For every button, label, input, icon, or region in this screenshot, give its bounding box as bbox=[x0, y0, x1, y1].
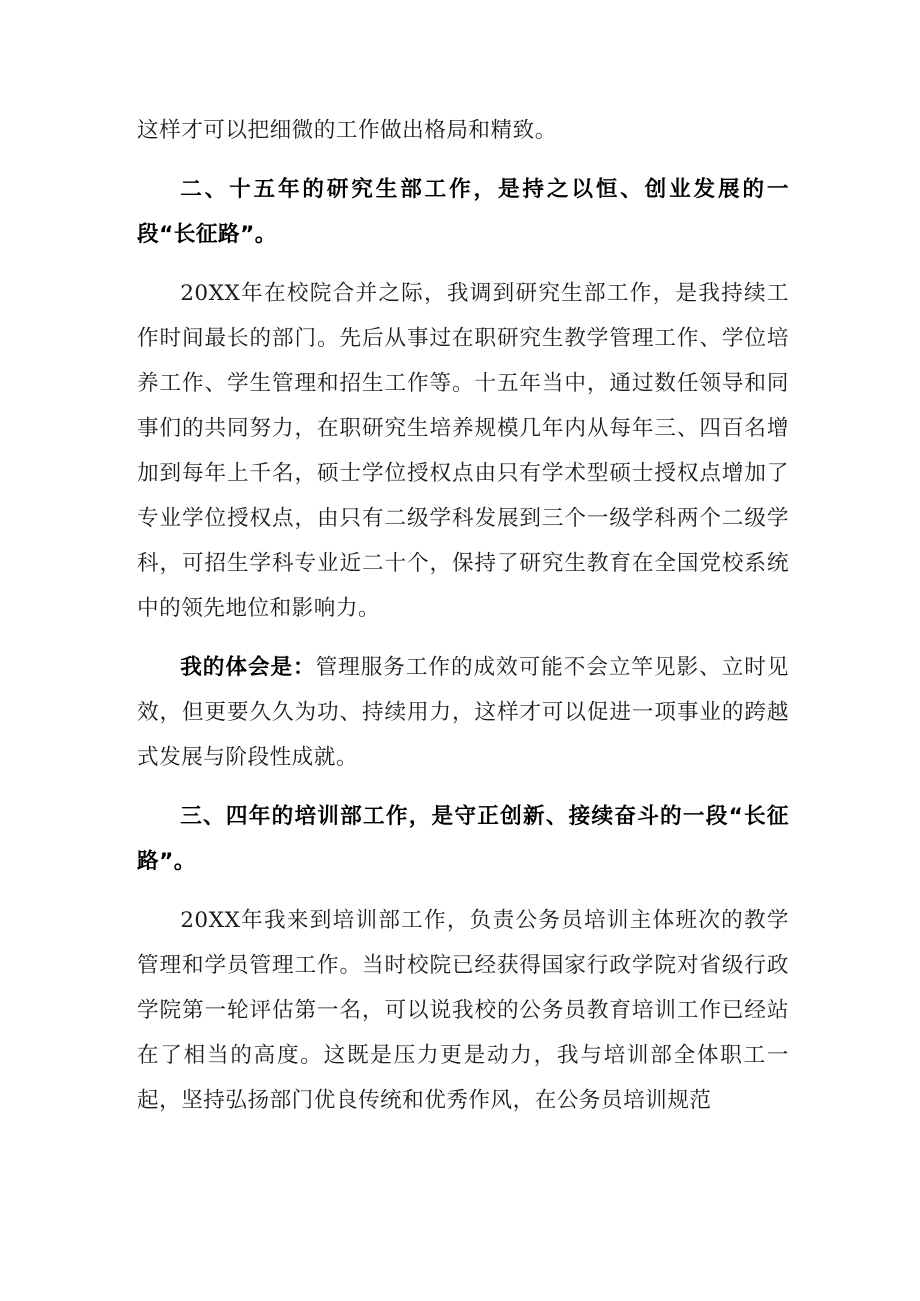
paragraph-training-department: 20XX年我来到培训部工作，负责公务员培训主体班次的教学管理和学员管理工作。当时校院已经获得国家行政学院对省级行政学院第一轮评估第一名，可以说我校的公务员教育培训工作已经站在了相当的高度。这既是压力更是动力，我与培训部全体职工一起，坚持弘扬部门优良传统和优秀作风，在公务员培训规范 bbox=[137, 908, 789, 1113]
reflection-lead: 我的体会是： bbox=[180, 655, 316, 680]
section-heading-2: 二、十五年的研究生部工作，是持之以恒、创业发展的一段“长征路”。 bbox=[137, 177, 789, 247]
reflection-text: 管理服务工作的成效可能不会立竿见影、立时见效，但更要久久为功、持续用力，这样才可以促进一项事业的跨越式发展与阶段性成就。 bbox=[137, 655, 789, 770]
paragraph-graduate-department: 20XX年在校院合并之际，我调到研究生部工作，是我持续工作时间最长的部门。先后从事过在职研究生教学管理工作、学位培养工作、学生管理和招生工作等。十五年当中，通过数任领导和同事们的共同努力，在职研究生培养规模几年内从每年三、四百名增加到每年上千名，硕士学位授权点由只有学术型硕士授权点增加了专业学位授权点，由只有二级学科发展到三个一级学科两个二级学科，可招生学科专业近二十个，保持了研究生教育在全国党校系统中的领先地位和影响力。 bbox=[137, 281, 789, 621]
paragraph-continuation: 这样才可以把细微的工作做出格局和精致。 bbox=[137, 118, 557, 143]
paragraph-reflection bbox=[137, 645, 789, 780]
document-body bbox=[137, 108, 789, 1123]
section-heading-3: 三、四年的培训部工作，是守正创新、接续奋斗的一段“长征路”。 bbox=[137, 804, 789, 874]
